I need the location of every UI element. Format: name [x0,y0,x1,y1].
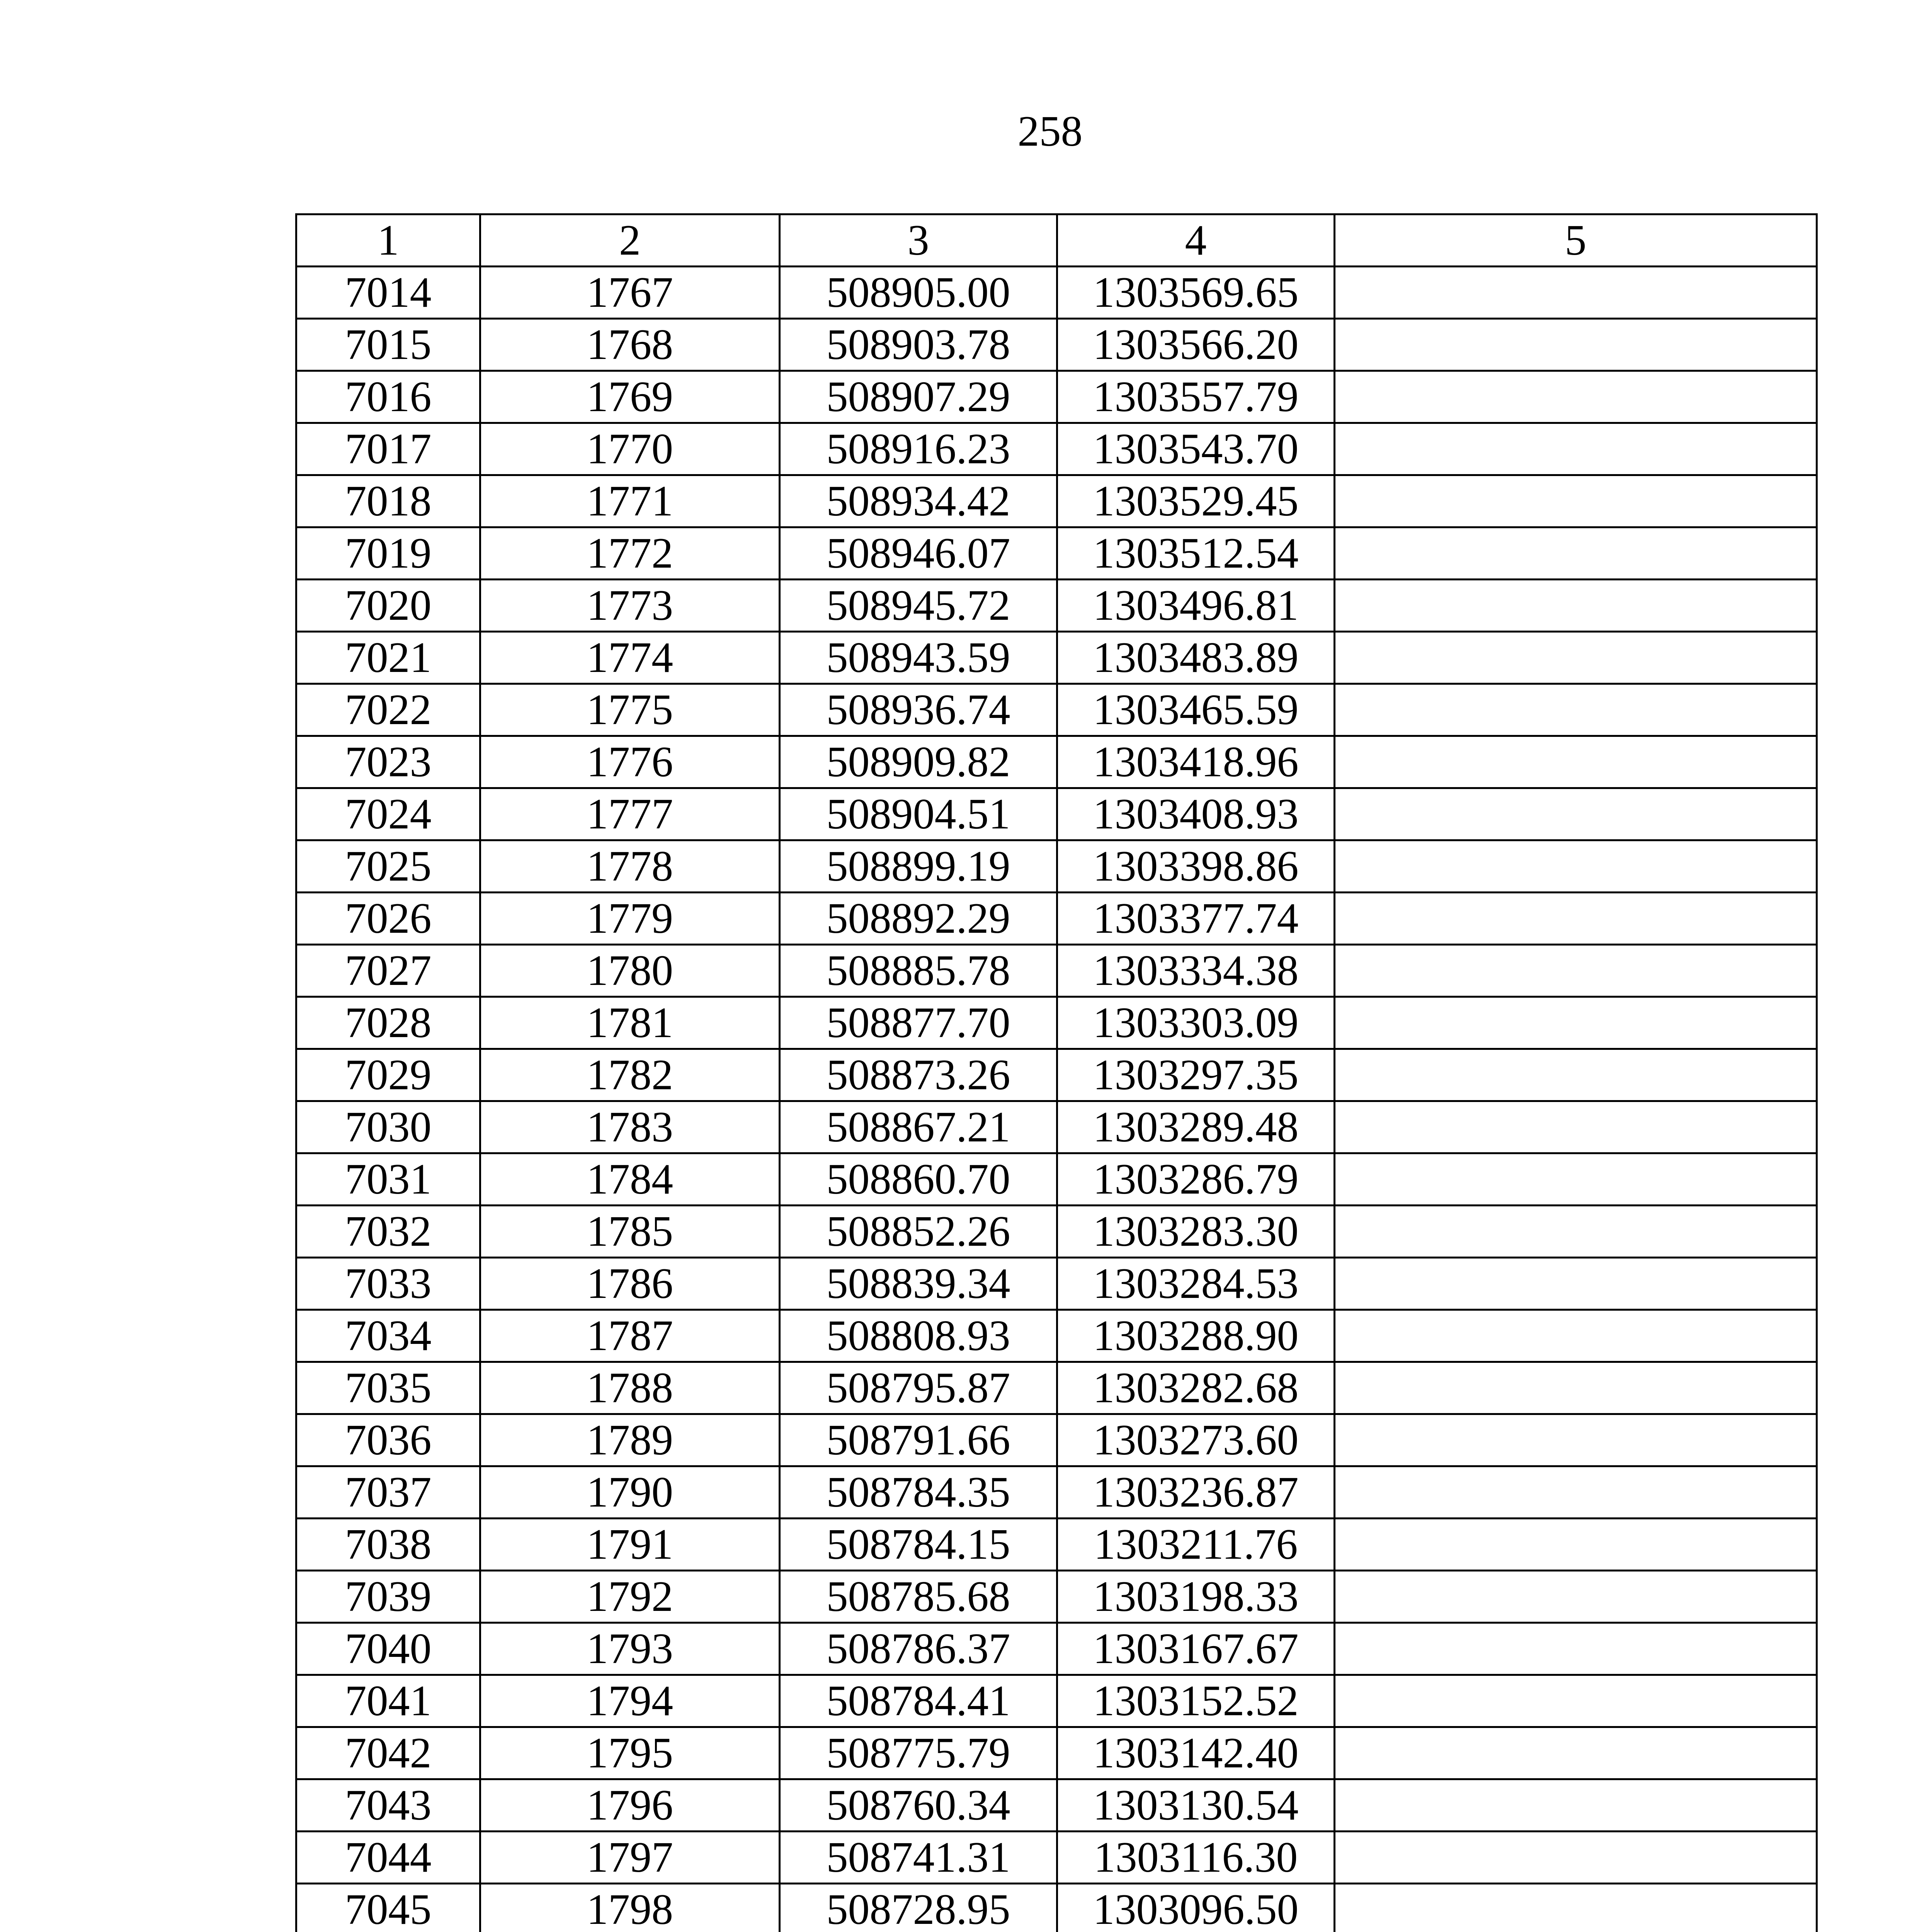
point-number-cell: 7042 [296,1727,480,1779]
y-coordinate-cell: 1303377.74 [1057,893,1335,945]
note-cell [1335,1623,1817,1675]
table-row [296,1727,1817,1779]
point-number-cell: 7021 [296,632,480,684]
x-coordinate-cell: 508945.72 [780,580,1057,632]
header-cell-2: 2 [480,214,780,267]
table-row [296,267,1817,319]
note-cell [1335,1258,1817,1310]
vertex-number-cell: 1791 [480,1519,780,1571]
table-row [296,997,1817,1049]
point-number-cell: 7028 [296,997,480,1049]
table-row [296,1466,1817,1519]
point-number-cell: 7033 [296,1258,480,1310]
note-cell [1335,580,1817,632]
x-coordinate-cell: 508784.15 [780,1519,1057,1571]
table-row [296,1414,1817,1466]
note-cell [1335,1153,1817,1206]
vertex-number-cell: 1767 [480,267,780,319]
x-coordinate-cell: 508785.68 [780,1571,1057,1623]
point-number-cell: 7036 [296,1414,480,1466]
y-coordinate-cell: 1303282.68 [1057,1362,1335,1414]
x-coordinate-cell: 508795.87 [780,1362,1057,1414]
point-number-cell: 7040 [296,1623,480,1675]
note-cell [1335,684,1817,736]
y-coordinate-cell: 1303289.48 [1057,1101,1335,1153]
point-number-cell: 7039 [296,1571,480,1623]
vertex-number-cell: 1781 [480,997,780,1049]
point-number-cell: 7018 [296,475,480,527]
x-coordinate-cell: 508877.70 [780,997,1057,1049]
point-number-cell: 7016 [296,371,480,423]
y-coordinate-cell: 1303284.53 [1057,1258,1335,1310]
vertex-number-cell: 1780 [480,945,780,997]
y-coordinate-cell: 1303152.52 [1057,1675,1335,1727]
x-coordinate-cell: 508784.41 [780,1675,1057,1727]
table-row [296,1832,1817,1884]
vertex-number-cell: 1768 [480,319,780,371]
point-number-cell: 7038 [296,1519,480,1571]
y-coordinate-cell: 1303303.09 [1057,997,1335,1049]
note-cell [1335,319,1817,371]
x-coordinate-cell: 508775.79 [780,1727,1057,1779]
note-cell [1335,475,1817,527]
vertex-number-cell: 1794 [480,1675,780,1727]
x-coordinate-cell: 508791.66 [780,1414,1057,1466]
table-row [296,475,1817,527]
vertex-number-cell: 1795 [480,1727,780,1779]
y-coordinate-cell: 1303096.50 [1057,1884,1335,1932]
y-coordinate-cell: 1303529.45 [1057,475,1335,527]
point-number-cell: 7029 [296,1049,480,1101]
point-number-cell: 7041 [296,1675,480,1727]
coordinates-table [295,213,1818,1932]
x-coordinate-cell: 508934.42 [780,475,1057,527]
note-cell [1335,736,1817,788]
y-coordinate-cell: 1303465.59 [1057,684,1335,736]
note-cell [1335,1101,1817,1153]
vertex-number-cell: 1771 [480,475,780,527]
point-number-cell: 7019 [296,527,480,580]
point-number-cell: 7023 [296,736,480,788]
y-coordinate-cell: 1303408.93 [1057,788,1335,840]
x-coordinate-cell: 508936.74 [780,684,1057,736]
y-coordinate-cell: 1303198.33 [1057,1571,1335,1623]
point-number-cell: 7037 [296,1466,480,1519]
vertex-number-cell: 1785 [480,1206,780,1258]
note-cell [1335,1832,1817,1884]
table-row [296,1258,1817,1310]
vertex-number-cell: 1769 [480,371,780,423]
x-coordinate-cell: 508860.70 [780,1153,1057,1206]
y-coordinate-cell: 1303557.79 [1057,371,1335,423]
vertex-number-cell: 1786 [480,1258,780,1310]
y-coordinate-cell: 1303130.54 [1057,1779,1335,1832]
x-coordinate-cell: 508907.29 [780,371,1057,423]
y-coordinate-cell: 1303283.30 [1057,1206,1335,1258]
x-coordinate-cell: 508905.00 [780,267,1057,319]
y-coordinate-cell: 1303236.87 [1057,1466,1335,1519]
header-cell-4: 4 [1057,214,1335,267]
x-coordinate-cell: 508899.19 [780,840,1057,893]
x-coordinate-cell: 508909.82 [780,736,1057,788]
note-cell [1335,1362,1817,1414]
point-number-cell: 7032 [296,1206,480,1258]
vertex-number-cell: 1792 [480,1571,780,1623]
y-coordinate-cell: 1303286.79 [1057,1153,1335,1206]
header-cell-3: 3 [780,214,1057,267]
table-row [296,527,1817,580]
x-coordinate-cell: 508892.29 [780,893,1057,945]
header-row [296,214,1817,267]
table-row [296,319,1817,371]
y-coordinate-cell: 1303418.96 [1057,736,1335,788]
vertex-number-cell: 1793 [480,1623,780,1675]
table-row [296,632,1817,684]
table-row [296,945,1817,997]
note-cell [1335,1779,1817,1832]
y-coordinate-cell: 1303483.89 [1057,632,1335,684]
vertex-number-cell: 1788 [480,1362,780,1414]
table-row [296,1206,1817,1258]
vertex-number-cell: 1789 [480,1414,780,1466]
x-coordinate-cell: 508916.23 [780,423,1057,475]
vertex-number-cell: 1776 [480,736,780,788]
vertex-number-cell: 1796 [480,1779,780,1832]
point-number-cell: 7031 [296,1153,480,1206]
y-coordinate-cell: 1303297.35 [1057,1049,1335,1101]
note-cell [1335,1466,1817,1519]
y-coordinate-cell: 1303211.76 [1057,1519,1335,1571]
x-coordinate-cell: 508839.34 [780,1258,1057,1310]
vertex-number-cell: 1787 [480,1310,780,1362]
point-number-cell: 7024 [296,788,480,840]
vertex-number-cell: 1797 [480,1832,780,1884]
table-row [296,1884,1817,1932]
note-cell [1335,1414,1817,1466]
x-coordinate-cell: 508728.95 [780,1884,1057,1932]
note-cell [1335,1675,1817,1727]
vertex-number-cell: 1773 [480,580,780,632]
y-coordinate-cell: 1303543.70 [1057,423,1335,475]
note-cell [1335,893,1817,945]
note-cell [1335,840,1817,893]
vertex-number-cell: 1783 [480,1101,780,1153]
note-cell [1335,423,1817,475]
note-cell [1335,1049,1817,1101]
y-coordinate-cell: 1303288.90 [1057,1310,1335,1362]
point-number-cell: 7035 [296,1362,480,1414]
x-coordinate-cell: 508741.31 [780,1832,1057,1884]
note-cell [1335,945,1817,997]
point-number-cell: 7034 [296,1310,480,1362]
y-coordinate-cell: 1303273.60 [1057,1414,1335,1466]
table-row [296,1779,1817,1832]
table-row [296,1153,1817,1206]
x-coordinate-cell: 508760.34 [780,1779,1057,1832]
table-row [296,371,1817,423]
header-cell-1: 1 [296,214,480,267]
table-row [296,788,1817,840]
point-number-cell: 7022 [296,684,480,736]
x-coordinate-cell: 508903.78 [780,319,1057,371]
note-cell [1335,632,1817,684]
note-cell [1335,1519,1817,1571]
table-row [296,840,1817,893]
vertex-number-cell: 1798 [480,1884,780,1932]
table-row [296,893,1817,945]
vertex-number-cell: 1774 [480,632,780,684]
header-cell-5: 5 [1335,214,1817,267]
y-coordinate-cell: 1303566.20 [1057,319,1335,371]
x-coordinate-cell: 508852.26 [780,1206,1057,1258]
note-cell [1335,997,1817,1049]
table-body [296,267,1817,1932]
vertex-number-cell: 1778 [480,840,780,893]
vertex-number-cell: 1782 [480,1049,780,1101]
note-cell [1335,1727,1817,1779]
x-coordinate-cell: 508808.93 [780,1310,1057,1362]
point-number-cell: 7043 [296,1779,480,1832]
point-number-cell: 7017 [296,423,480,475]
y-coordinate-cell: 1303569.65 [1057,267,1335,319]
x-coordinate-cell: 508946.07 [780,527,1057,580]
point-number-cell: 7027 [296,945,480,997]
vertex-number-cell: 1772 [480,527,780,580]
point-number-cell: 7015 [296,319,480,371]
x-coordinate-cell: 508943.59 [780,632,1057,684]
y-coordinate-cell: 1303398.86 [1057,840,1335,893]
x-coordinate-cell: 508786.37 [780,1623,1057,1675]
note-cell [1335,788,1817,840]
note-cell [1335,1884,1817,1932]
table-row [296,1623,1817,1675]
table-row [296,1571,1817,1623]
point-number-cell: 7026 [296,893,480,945]
note-cell [1335,1206,1817,1258]
table-row [296,1101,1817,1153]
y-coordinate-cell: 1303167.67 [1057,1623,1335,1675]
vertex-number-cell: 1784 [480,1153,780,1206]
x-coordinate-cell: 508885.78 [780,945,1057,997]
table-row [296,684,1817,736]
y-coordinate-cell: 1303496.81 [1057,580,1335,632]
table-row [296,1675,1817,1727]
y-coordinate-cell: 1303334.38 [1057,945,1335,997]
y-coordinate-cell: 1303512.54 [1057,527,1335,580]
vertex-number-cell: 1790 [480,1466,780,1519]
vertex-number-cell: 1777 [480,788,780,840]
x-coordinate-cell: 508873.26 [780,1049,1057,1101]
note-cell [1335,1571,1817,1623]
point-number-cell: 7045 [296,1884,480,1932]
table-row [296,1310,1817,1362]
table-row [296,736,1817,788]
x-coordinate-cell: 508784.35 [780,1466,1057,1519]
point-number-cell: 7025 [296,840,480,893]
x-coordinate-cell: 508867.21 [780,1101,1057,1153]
table-row [296,1362,1817,1414]
note-cell [1335,527,1817,580]
point-number-cell: 7030 [296,1101,480,1153]
table-row [296,1519,1817,1571]
table-row [296,580,1817,632]
x-coordinate-cell: 508904.51 [780,788,1057,840]
page-number: 258 [1017,107,1083,155]
table-row [296,1049,1817,1101]
note-cell [1335,1310,1817,1362]
y-coordinate-cell: 1303116.30 [1057,1832,1335,1884]
point-number-cell: 7044 [296,1832,480,1884]
vertex-number-cell: 1779 [480,893,780,945]
vertex-number-cell: 1770 [480,423,780,475]
point-number-cell: 7014 [296,267,480,319]
vertex-number-cell: 1775 [480,684,780,736]
point-number-cell: 7020 [296,580,480,632]
table-row [296,423,1817,475]
note-cell [1335,371,1817,423]
y-coordinate-cell: 1303142.40 [1057,1727,1335,1779]
note-cell [1335,267,1817,319]
